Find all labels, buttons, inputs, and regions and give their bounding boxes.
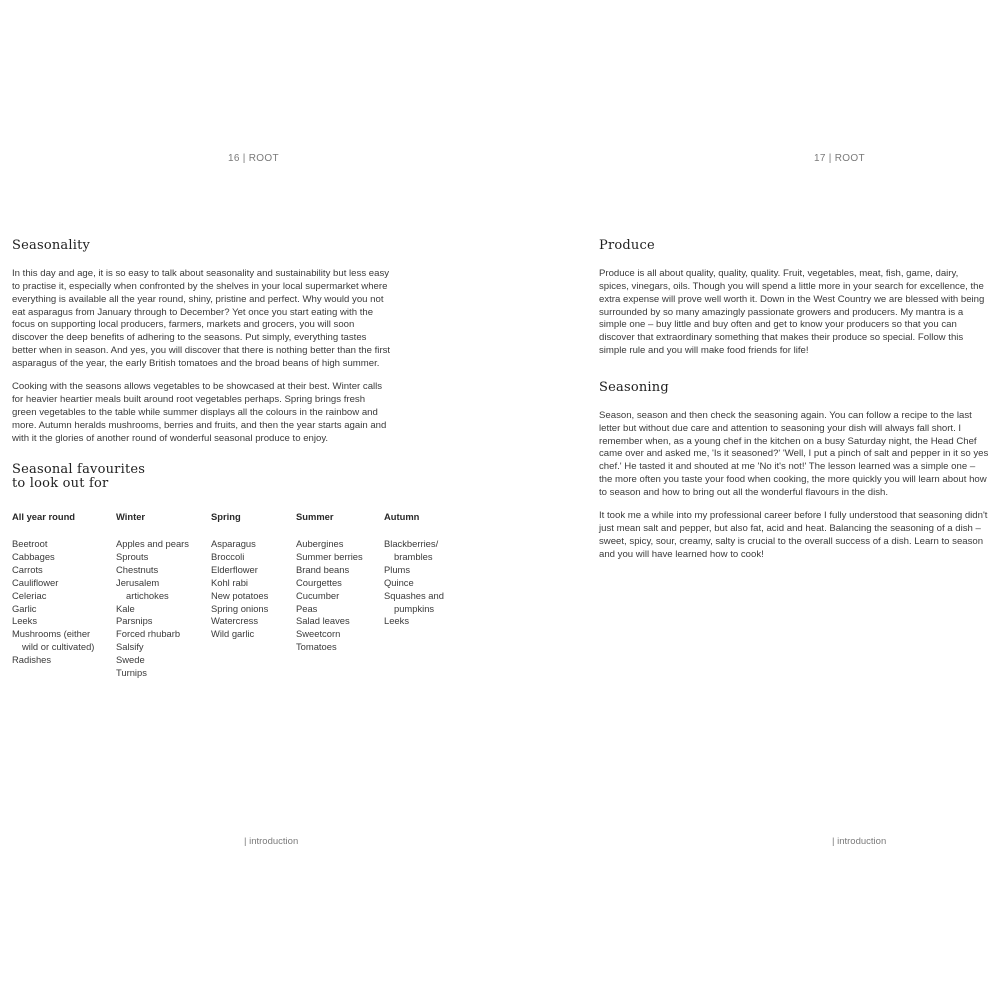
produce-list-item: Radishes [12, 654, 52, 666]
produce-list-item: Blackberries/ [384, 537, 439, 549]
produce-list-item: Mushrooms (either [12, 628, 91, 640]
produce-list-item: Apples and pears [116, 537, 189, 549]
right-page [599, 238, 989, 572]
produce-list-item: Summer berries [296, 550, 363, 562]
seasoning-paragraph: It took me a while into my professional career before I fully understood that seasoning didn't just mean salt and pepper, but also fat, acid and heat. Balancing the seasoning of a dish – sweet, spicy, sour, creamy, salty is crucial to the overall success of a dish. Learn to season and you will have learned how to cook! [599, 510, 988, 560]
produce-list-item: Turnips [116, 667, 147, 679]
season-column-title: Summer [296, 511, 334, 523]
produce-list-item: Peas [296, 602, 318, 614]
produce-list-item: New potatoes [211, 589, 269, 601]
produce-list-item: Parsnips [116, 615, 153, 627]
season-column-title: Autumn [384, 511, 420, 523]
produce-list-item: Jerusalem [116, 576, 160, 588]
produce-list-item: Wild garlic [211, 628, 255, 640]
produce-list-item: Aubergines [296, 537, 344, 549]
produce-list-item: Kale [116, 602, 135, 614]
produce-list-item: Salad leaves [296, 615, 350, 627]
produce-list-item: Cabbages [12, 550, 55, 562]
seasonality-paragraph: Cooking with the seasons allows vegetables to be showcased at their best. Winter calls for heavier heartier meals built around root vegetables perhaps. Spring brings fresh green vegetables to the table while summer displays all the colours in the rainbow and more. Autumn heralds mushrooms, berries and fruits, and then the year starts again and with it the glories of another round of wonderful seasonal produce to enjoy. [12, 381, 387, 444]
produce-list-item: Cucumber [296, 589, 340, 601]
produce-list-item: Elderflower [211, 563, 258, 575]
produce-paragraph: Produce is all about quality, quality, quality. Fruit, vegetables, meat, fish, game, dairy, spices, vinegars, oils. Though you will spend a little more in your search for excellence, the extra expense will prove well worth it. Down in the West Country we are blessed with being surrounded by so many amazingly passionate growers and producers. My mantra is a simple one – buy little and buy often and get to know your producers so that you can discover that extraordinary something that makes their produce so special. Follow this simple rule and you will make food friends for life! [599, 268, 985, 357]
produce-list-item: Swede [116, 654, 145, 666]
seasonality-paragraph: In this day and age, it is so easy to talk about seasonality and sustainability but less easy to practise it, especially when confronted by the shelves in your local supermarket where everything is available all the year round, shiny, pristine and perfect. Why would you not eat asparagus from January through to December? Yet once you start eating with the focus on supporting local producers, farmers, markets and grocers, you will soon discover the deep benefits of adhering to the seasons. Put simply, everything tastes better when in season. And yes, you will discover that there is nothing better than the first asparagus of the year, the early British tomatoes and the broad beans of high summer. [12, 268, 391, 369]
season-column [296, 511, 363, 654]
produce-list-item: pumpkins [394, 602, 435, 614]
produce-list-item: Plums [384, 563, 411, 575]
produce-list-item: Sweetcorn [296, 628, 341, 640]
seasonal-favourites-heading-line: Seasonal favourites [12, 462, 146, 478]
left-page-folio: 16 | ROOT [228, 153, 279, 164]
produce-list-item: Leeks [384, 615, 410, 627]
produce-list-item: Chestnuts [116, 563, 159, 575]
produce-list-item: Forced rhubarb [116, 628, 181, 640]
produce-list-item: Celeriac [12, 589, 47, 601]
produce-list-item: Cauliflower [12, 576, 59, 588]
produce-list-item: Asparagus [211, 537, 256, 549]
produce-list-item: Watercress [211, 615, 259, 627]
produce-list-item: Salsify [116, 641, 144, 653]
produce-list-item: artichokes [126, 589, 169, 601]
produce-list-item: Kohl rabi [211, 576, 249, 588]
season-column [211, 511, 268, 641]
right-page-footer: | introduction [832, 836, 887, 847]
seasonal-favourites-heading-line: to look out for [12, 476, 109, 492]
produce-list-item: Beetroot [12, 537, 48, 549]
produce-list-item: Leeks [12, 615, 38, 627]
produce-list-item: Tomatoes [296, 641, 337, 653]
produce-list-item: Squashes and [384, 589, 444, 601]
left-page [12, 238, 444, 691]
produce-list-item: Quince [384, 576, 414, 588]
seasoning-paragraph: Season, season and then check the seasoning again. You can follow a recipe to the last letter but without due care and attention to seasoning your dish will always fall short. I remember when, as a young chef in the kitchen on a busy Saturday night, the Head Chef came over and asked me, 'Is it seasoned?' 'Well, I put a pinch of salt and pepper in it so yes chef.' He tasted it and shouted at me 'No it's not!' The lesson learned was a simple one – the more often you taste your food when cooking, the more quickly you will learn about how to season and how to bring out all the wonderful flavours in the dish. [599, 409, 989, 498]
season-column [116, 511, 189, 679]
season-column [384, 511, 444, 628]
produce-list-item: Carrots [12, 563, 43, 575]
season-column-title: Spring [211, 511, 241, 523]
right-page-folio: 17 | ROOT [814, 153, 865, 164]
produce-list-item: Courgettes [296, 576, 342, 588]
left-page-footer: | introduction [244, 836, 299, 847]
seasoning-heading: Seasoning [599, 379, 669, 395]
produce-list-item: Garlic [12, 602, 37, 614]
produce-list-item: Spring onions [211, 602, 269, 614]
season-column-title: Winter [116, 511, 146, 523]
seasonality-heading: Seasonality [12, 238, 91, 253]
produce-heading: Produce [599, 238, 655, 253]
season-column-title: All year round [12, 511, 76, 523]
seasonal-favourites-heading [12, 463, 392, 491]
produce-list-item: brambles [394, 550, 433, 562]
produce-list-item: Broccoli [211, 550, 245, 562]
seasonal-favourites-table [12, 511, 444, 691]
season-column [12, 511, 94, 667]
produce-list-item: wild or cultivated) [22, 641, 95, 653]
produce-list-item: Sprouts [116, 550, 149, 562]
produce-list-item: Brand beans [296, 563, 350, 575]
